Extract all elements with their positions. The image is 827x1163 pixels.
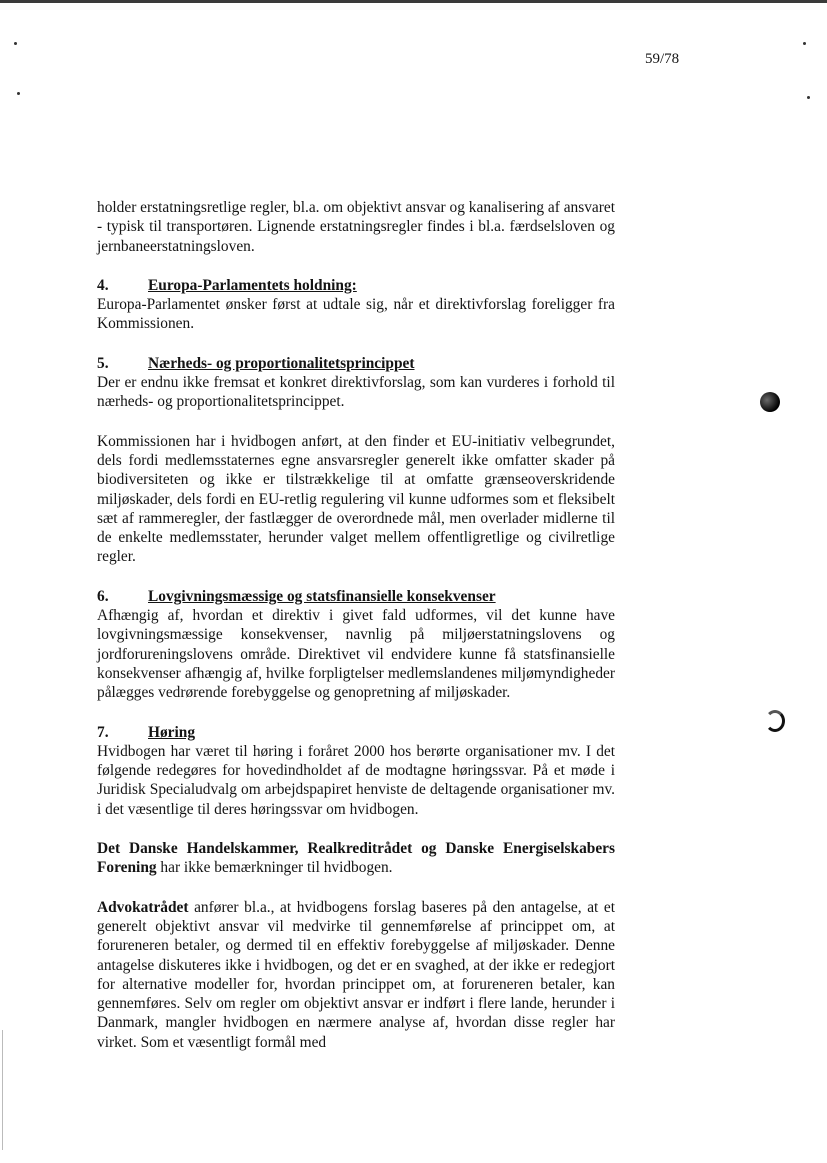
scan-speck [17,92,20,95]
response-paragraph-2: Advokatrådet anfører bl.a., at hvidbogens forslag baseres på den antagelse, at et generelt objektivt ansvar vil medvirke til gennemførelse af princippet om, at forureneren betaler, og dermed til en effektiv forebyggelse af miljøskader. Denne antagelse diskuteres ikke i hvidbogen, og det er en svaghed, at der ikke er redegjort for alternative modeller for, hvordan princippet om, at forureneren betaler, kan gennemføres. Selv om regler om objektivt ansvar er indført i flere lande, herunder i Danmark, mangler hvidbogen en nærmere analyse af, hvordan disse regler har virket. Som et væsentligt formål med [97,898,615,1051]
scan-speck [14,42,17,45]
page-top-border [0,0,827,3]
section-heading-6: 6. Lovgivningsmæssige og statsfinansielle konsekvenser [97,587,496,605]
section-heading-4: 4. Europa-Parlamentets holdning: [97,276,357,294]
scan-margin-line [2,1030,3,1150]
section-heading-7: 7. Høring [97,723,196,741]
page-number: 59/78 [645,51,680,67]
section-5-paragraph-2: Kommissionen har i hvidbogen anført, at den finder et EU-initiativ velbegrundet, dels fordi medlemsstaternes egne ansvarsregler generelt ikke omfatter skader på biodiversiteten og ikke er tilstrækkelige til at omfatte grænseoverskridende miljøskader, dels fordi en EU-retlig regulering vil kunne udformes som et fleksibelt sæt af rammeregler, der fastlægger de overordnede mål, men overlader midlerne til de enkelte medlemsstater, herunder valget mellem offentligretlige og civilretlige regler. [97,432,615,566]
punch-hole-icon [760,392,780,412]
scan-speck [803,42,806,45]
section-6-paragraph: Afhængig af, hvordan et direktiv i givet fald udformes, vil det kunne have lovgivningsmæssige konsekvenser, navnlig på miljøerstatningslovens og jordforureningslovens område. Direktivet vil endvidere kunne få statsfinansielle konsekvenser afhængig af, hvilke forpligtelser medlemslandenes miljømyndigheder pålægges vedrørende forebyggelse og genopretning af miljøskader. [97,607,615,702]
document-body [97,198,615,1052]
response-paragraph-1: Det Danske Handelskammer, Realkreditrådet og Danske Energiselskabers Forening har ikke bemærkninger til hvidbogen. [97,840,615,877]
punch-hole-icon [765,710,785,732]
intro-paragraph: holder erstatningsretlige regler, bl.a. om objektivt ansvar og kanalisering af ansvaret - typisk til transportøren. Lignende erstatningsregler findes i bl.a. færdselsloven og jernbaneerstatningsloven. [97,199,615,255]
section-heading-5: 5. Nærheds- og proportionalitetsprincippet [97,354,415,372]
section-5-paragraph-1: Der er endnu ikke fremsat et konkret direktivforslag, som kan vurderes i forhold til nærheds- og proportionalitetsprincippet. [97,374,615,411]
section-7-paragraph: Hvidbogen har været til høring i foråret 2000 hos berørte organisationer mv. I det følgende redegøres for hovedindholdet af de modtagne høringssvar. På et møde i Juridisk Specialudvalg om arbejdspapiret henviste de deltagende organisationer mv. i det væsentlige til deres høringssvar om hvidbogen. [97,742,615,818]
scan-speck [807,96,810,99]
section-4-paragraph: Europa-Parlamentet ønsker først at udtale sig, når et direktivforslag foreligger fra Kommissionen. [97,296,615,333]
